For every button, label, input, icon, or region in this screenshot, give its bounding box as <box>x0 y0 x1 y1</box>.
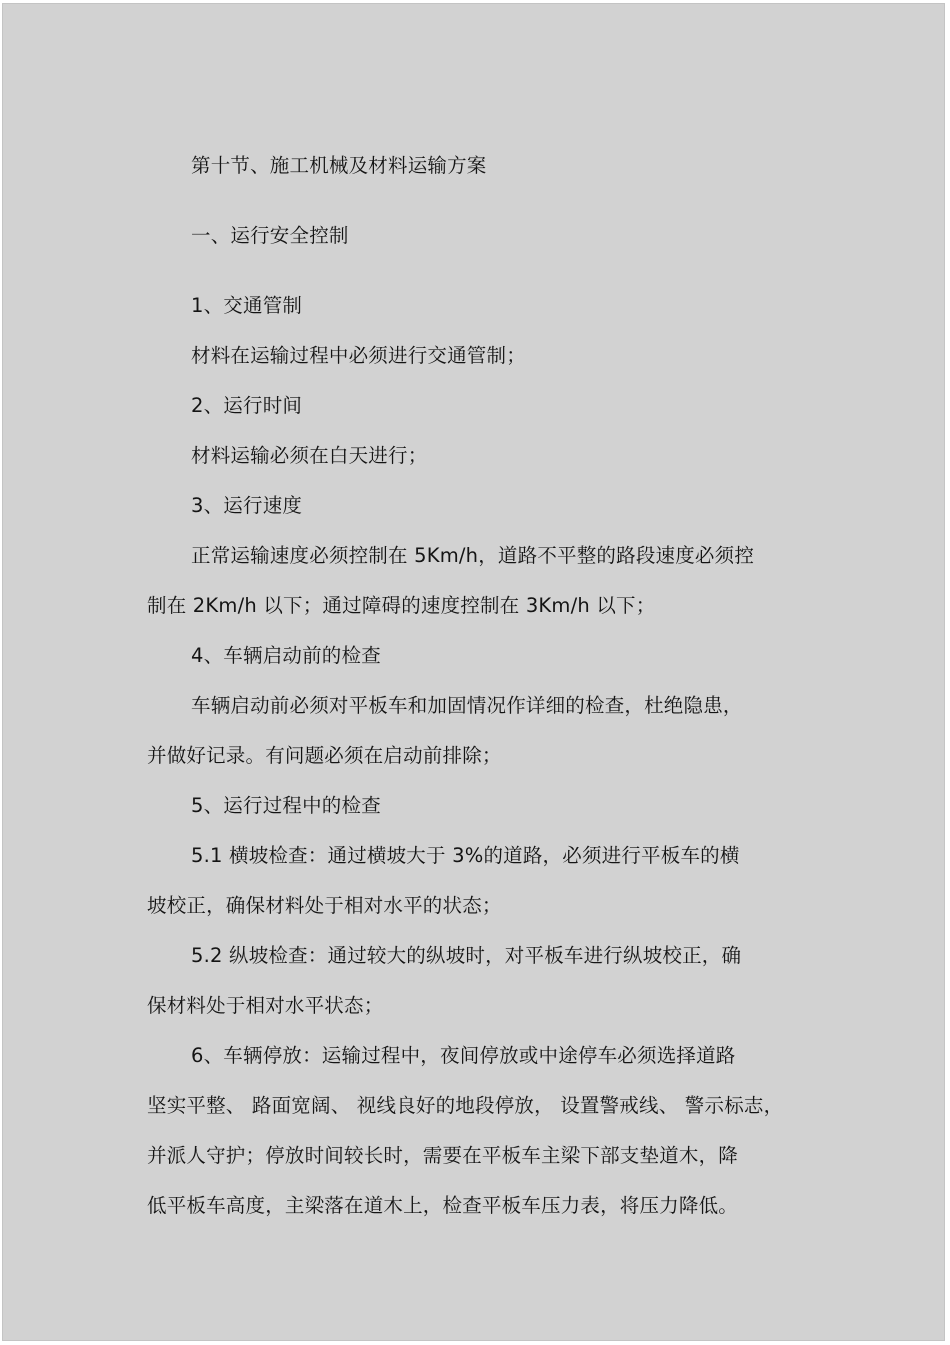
section-title: 第十节、施工机械及材料运输方案 <box>191 154 487 177</box>
paragraph-line: 材料运输必须在白天进行； <box>191 444 428 467</box>
paragraph-line: 低平板车高度，主梁落在道木上，检查平板车压力表，将压力降低。 <box>147 1194 739 1217</box>
paragraph-line: 5.2 纵坡检查：通过较大的纵坡时，对平板车进行纵坡校正，确 <box>191 944 742 967</box>
heading-safety-control: 一、运行安全控制 <box>191 224 349 247</box>
paragraph-line: 坡校正，确保材料处于相对水平的状态； <box>147 894 502 917</box>
paragraph-line: 正常运输速度必须控制在 5Km/h，道路不平整的路段速度必须控 <box>191 544 755 567</box>
paragraph-line: 5.1 横坡检查：通过横坡大于 3%的道路，必须进行平板车的横 <box>191 844 740 867</box>
paragraph-line: 并派人守护；停放时间较长时，需要在平板车主梁下部支垫道木，降 <box>147 1144 739 1167</box>
document-page <box>2 3 945 1341</box>
paragraph-line: 车辆启动前必须对平板车和加固情况作详细的检查，杜绝隐患， <box>191 694 743 717</box>
paragraph-line: 制在 2Km/h 以下；通过障碍的速度控制在 3Km/h 以下； <box>147 594 656 617</box>
subheading-in-transit-check: 5、运行过程中的检查 <box>191 794 381 817</box>
paragraph-line: 坚实平整、 路面宽阔、 视线良好的地段停放， 设置警戒线、 警示标志， <box>147 1094 784 1117</box>
subheading-speed: 3、运行速度 <box>191 494 303 517</box>
paragraph-line: 保材料处于相对水平状态； <box>147 994 384 1017</box>
paragraph-line: 6、车辆停放：运输过程中，夜间停放或中途停车必须选择道路 <box>191 1044 736 1067</box>
subheading-operating-time: 2、运行时间 <box>191 394 303 417</box>
paragraph-line: 并做好记录。有问题必须在启动前排除； <box>147 744 502 767</box>
subheading-pre-start-check: 4、车辆启动前的检查 <box>191 644 381 667</box>
paragraph-line: 材料在运输过程中必须进行交通管制； <box>191 344 526 367</box>
subheading-traffic-control: 1、交通管制 <box>191 294 303 317</box>
